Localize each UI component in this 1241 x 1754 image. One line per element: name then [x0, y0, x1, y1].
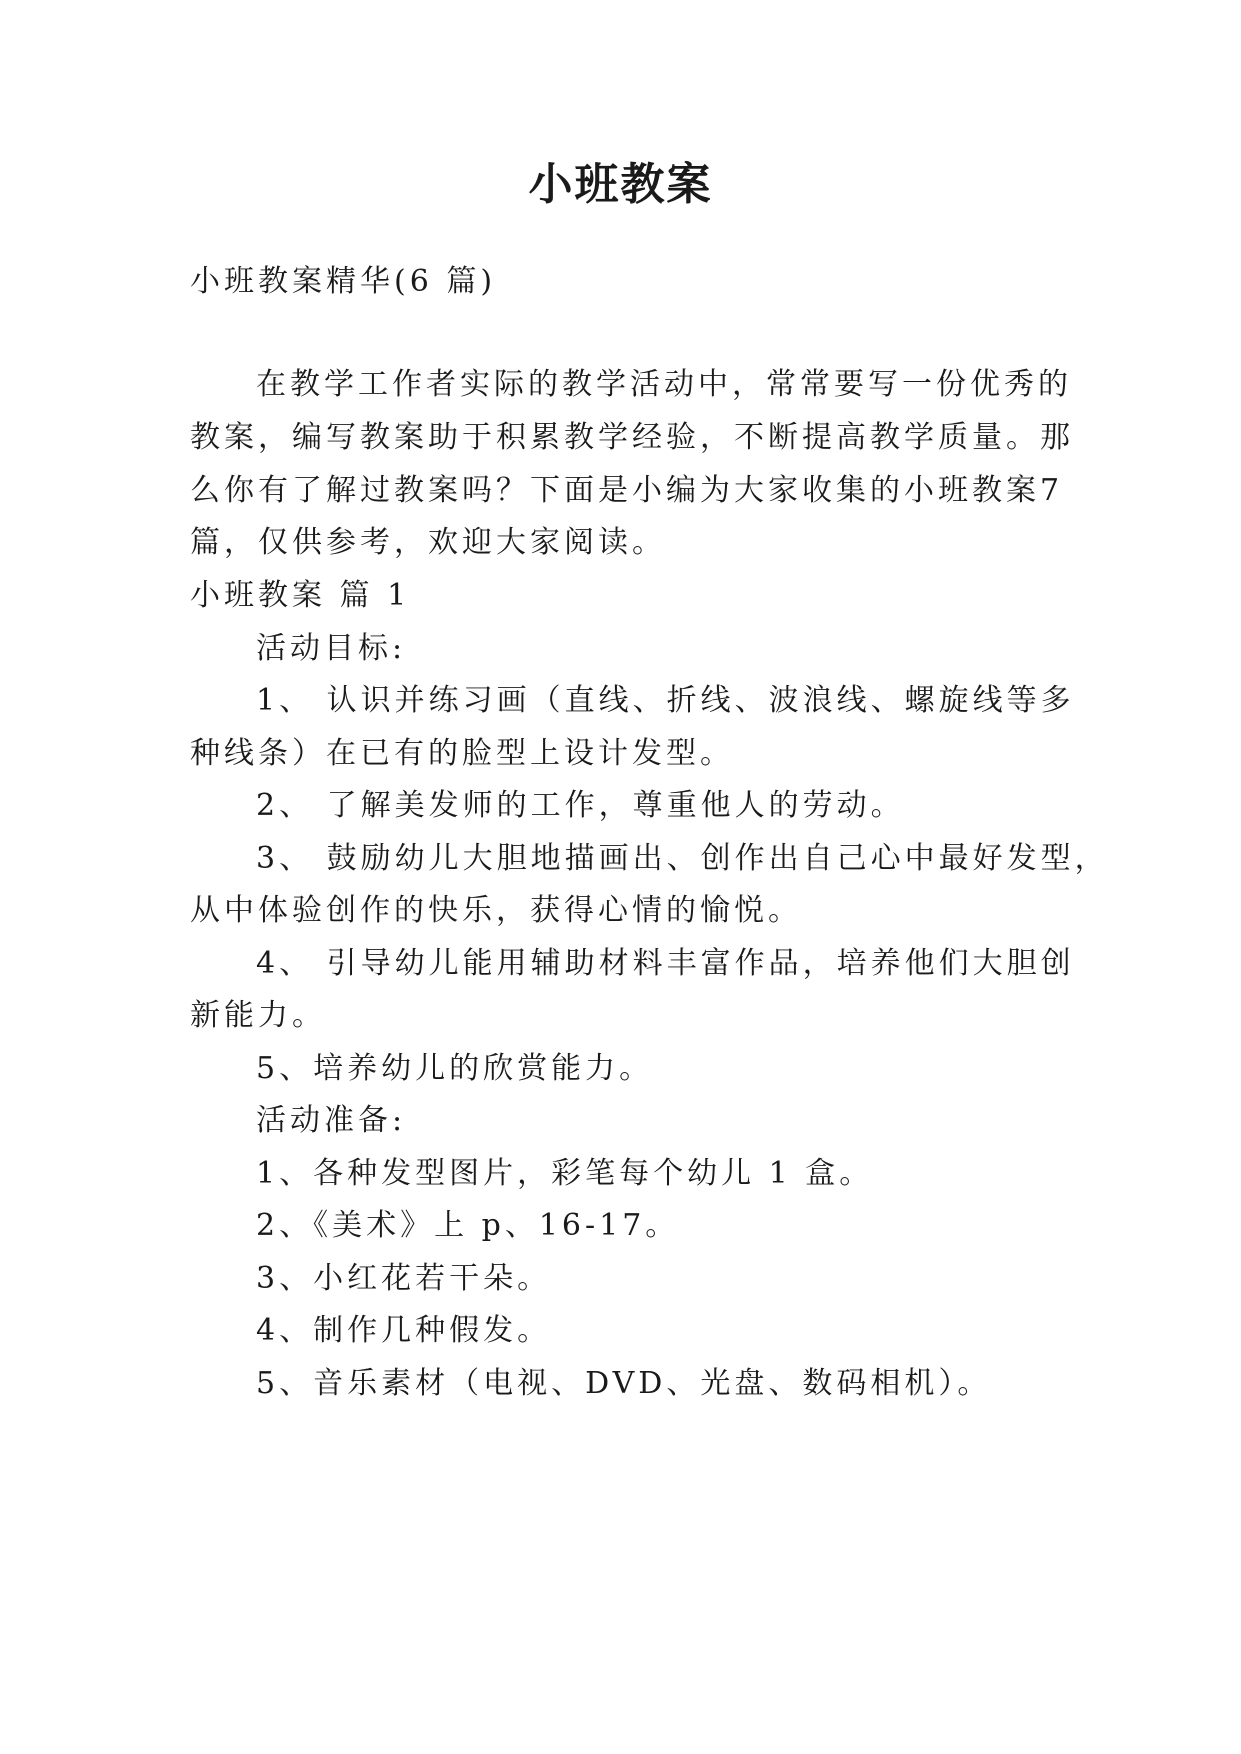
- goal-line: 5、培养幼儿的欣赏能力。: [256, 1051, 654, 1086]
- prep-item: 2、《美术》上 p、16-17。: [256, 1208, 680, 1243]
- goal-line: 从中体验创作的快乐，获得心情的愉悦。: [190, 893, 802, 928]
- goal-line: 3、 鼓励幼儿大胆地描画出、创作出自己心中最好发型，: [256, 841, 1109, 876]
- intro-line: 么你有了解过教案吗？下面是小编为大家收集的小班教案7: [190, 473, 1064, 508]
- section-heading: 小班教案 篇 1: [190, 578, 411, 613]
- goal-line: 种线条）在已有的脸型上设计发型。: [190, 736, 734, 771]
- intro-line: 在教学工作者实际的教学活动中，常常要写一份优秀的: [256, 367, 1072, 402]
- goals-label: 活动目标:: [256, 631, 407, 666]
- prep-item: 5、音乐素材（电视、DVD、光盘、数码相机）。: [256, 1366, 992, 1401]
- page-title: 小班教案: [528, 159, 713, 210]
- goal-line: 新能力。: [190, 998, 326, 1033]
- goal-line: 4、 引导幼儿能用辅助材料丰富作品，培养他们大胆创: [256, 946, 1075, 981]
- goal-line: 1、 认识并练习画（直线、折线、波浪线、螺旋线等多: [256, 683, 1075, 718]
- prep-item: 3、小红花若干朵。: [256, 1261, 552, 1296]
- intro-line: 篇，仅供参考，欢迎大家阅读。: [190, 525, 666, 560]
- prep-label: 活动准备:: [256, 1103, 407, 1138]
- intro-line: 教案，编写教案助于积累教学经验，不断提高教学质量。那: [190, 420, 1074, 455]
- document-subtitle: 小班教案精华(6 篇): [190, 264, 497, 299]
- goal-line: 2、 了解美发师的工作，尊重他人的劳动。: [256, 788, 905, 823]
- prep-item: 1、各种发型图片，彩笔每个幼儿 1 盒。: [256, 1156, 874, 1191]
- prep-item: 4、制作几种假发。: [256, 1313, 552, 1348]
